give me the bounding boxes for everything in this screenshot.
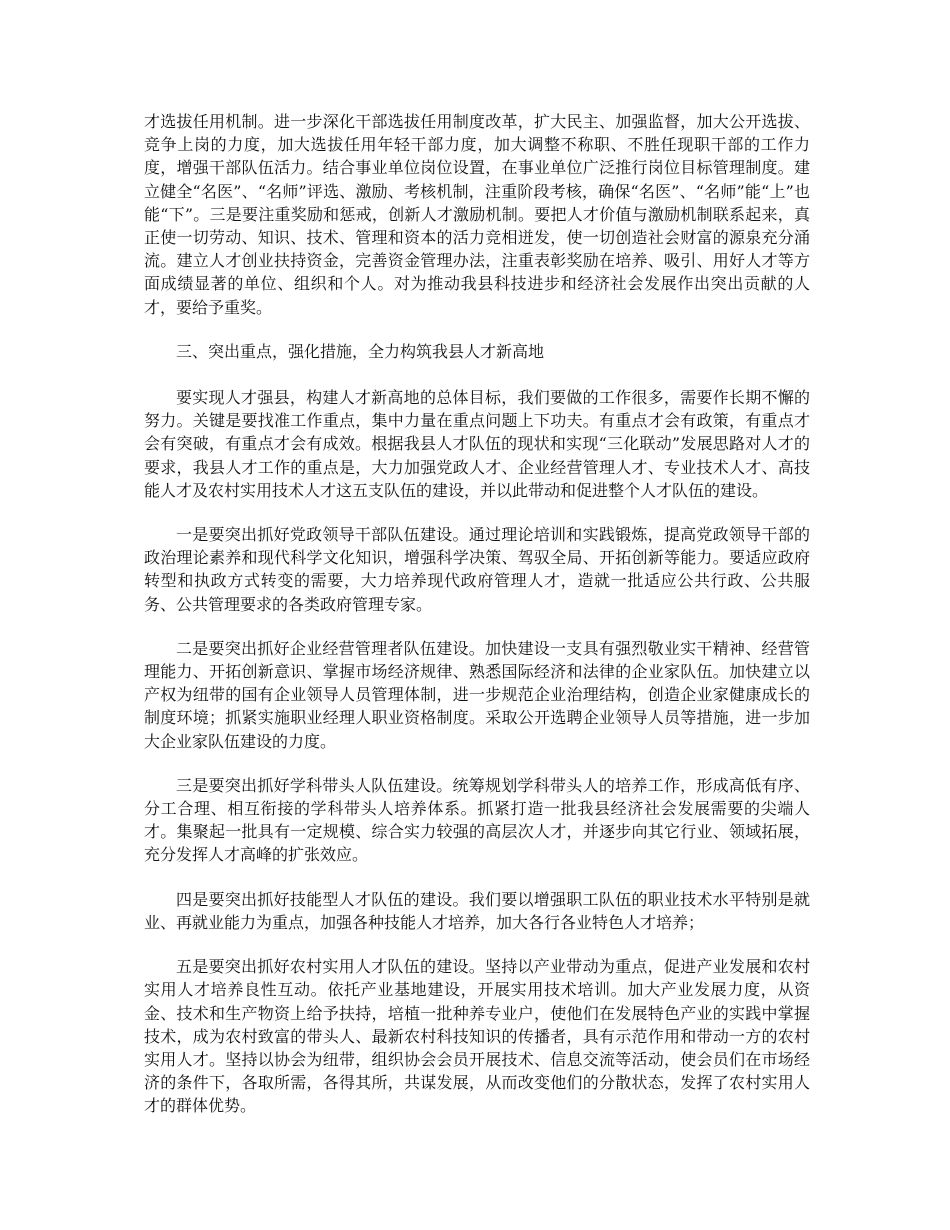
paragraph-discipline-leaders: 三是要突出抓好学科带头人队伍建设。统筹规划学科带头人的培养工作，形成高低有序、分工合理、相互衔接的学科带头人培养体系。抓紧打造一批我县经济社会发展需要的尖端人才。集聚起一批具有一定规模、综合实力较强的高层次人才，并逐步向其它行业、领域拓展，充分发挥人才高峰的扩张效应。	[144, 775, 810, 865]
paragraph-talent-selection-mechanism: 才选拔任用机制。进一步深化干部选拔任用制度改革，扩大民主、加强监督，加大公开选拔、竞争上岗的力度，加大选拔任用年轻干部力度，加大调整不称职、不胜任现职干部的工作力度，增强干部队伍活力。结合事业单位岗位设置，在事业单位广泛推行岗位目标管理制度。建立健全“名医”、“名师”评选、激励、考核机制，注重阶段考核，确保“名医”、“名师”能“上”也能“下”。三是要注重奖励和惩戒，创新人才激励机制。要把人才价值与激励机制联系起来，真正使一切劳动、知识、技术、管理和资本的活力竞相迸发，使一切创造社会财富的源泉充分涌流。建立人才创业扶持资金，完善资金管理办法，注重表彰奖励在培养、吸引、用好人才等方面成绩显著的单位、组织和个人。对为推动我县科技进步和经济社会发展作出突出贡献的人才，要给予重奖。	[144, 112, 810, 317]
paragraph-rural-talent: 五是要突出抓好农村实用人才队伍的建设。坚持以产业带动为重点，促进产业发展和农村实用人才培养良性互动。依托产业基地建设，开展实用技术培训。加大产业发展力度，从资金、技术和生产物资上给予扶持，培植一批种养专业户，使他们在发展特色产业的实践中掌握技术，成为农村致富的带头人、最新农村科技知识的传播者，具有示范作用和带动一方的农村实用人才。坚持以协会为纽带，组织协会会员开展技术、信息交流等活动，使会员们在市场经济的条件下，各取所需，各得其所，共谋发展，从而改变他们的分散状态，发挥了农村实用人才的群体优势。	[144, 957, 810, 1116]
paragraph-skilled-talent: 四是要突出抓好技能型人才队伍的建设。我们要以增强职工队伍的职业技术水平特别是就业、再就业能力为重点，加强各种技能人才培养，加大各行各业特色人才培养；	[144, 889, 810, 932]
document-page	[144, 110, 810, 1139]
section-heading-three: 三、突出重点，强化措施，全力构筑我县人才新高地	[176, 341, 545, 361]
paragraph-enterprise-managers: 二是要突出抓好企业经营管理者队伍建设。加快建设一支具有强烈敬业实干精神、经营管理能力、开拓创新意识、掌握市场经济规律、熟悉国际经济和法律的企业家队伍。加快建立以产权为纽带的国有企业领导人员管理体制，进一步规范企业治理结构，创造企业家健康成长的制度环境；抓紧实施职业经理人职业资格制度。采取公开选聘企业领导人员等措施，进一步加大企业家队伍建设的力度。	[144, 638, 810, 751]
paragraph-key-work: 要实现人才强县，构建人才新高地的总体目标，我们要做的工作很多，需要作长期不懈的努力。关键是要找准工作重点，集中力量在重点问题上下功夫。有重点才会有政策，有重点才会有突破，有重点才会有成效。根据我县人才队伍的现状和实现“三化联动”发展思路对人才的要求，我县人才工作的重点是，大力加强党政人才、企业经营管理人才、专业技术人才、高技能人才及农村实用技术人才这五支队伍的建设，并以此带动和促进整个人才队伍的建设。	[144, 388, 810, 500]
paragraph-party-cadres: 一是要突出抓好党政领导干部队伍建设。通过理论培训和实践锻炼，提高党政领导干部的政治理论素养和现代科学文化知识，增强科学决策、驾驭全局、开拓创新等能力。要适应政府转型和执政方式转变的需要，大力培养现代政府管理人才，造就一批适应公共行政、公共服务、公共管理要求的各类政府管理专家。	[144, 525, 810, 614]
